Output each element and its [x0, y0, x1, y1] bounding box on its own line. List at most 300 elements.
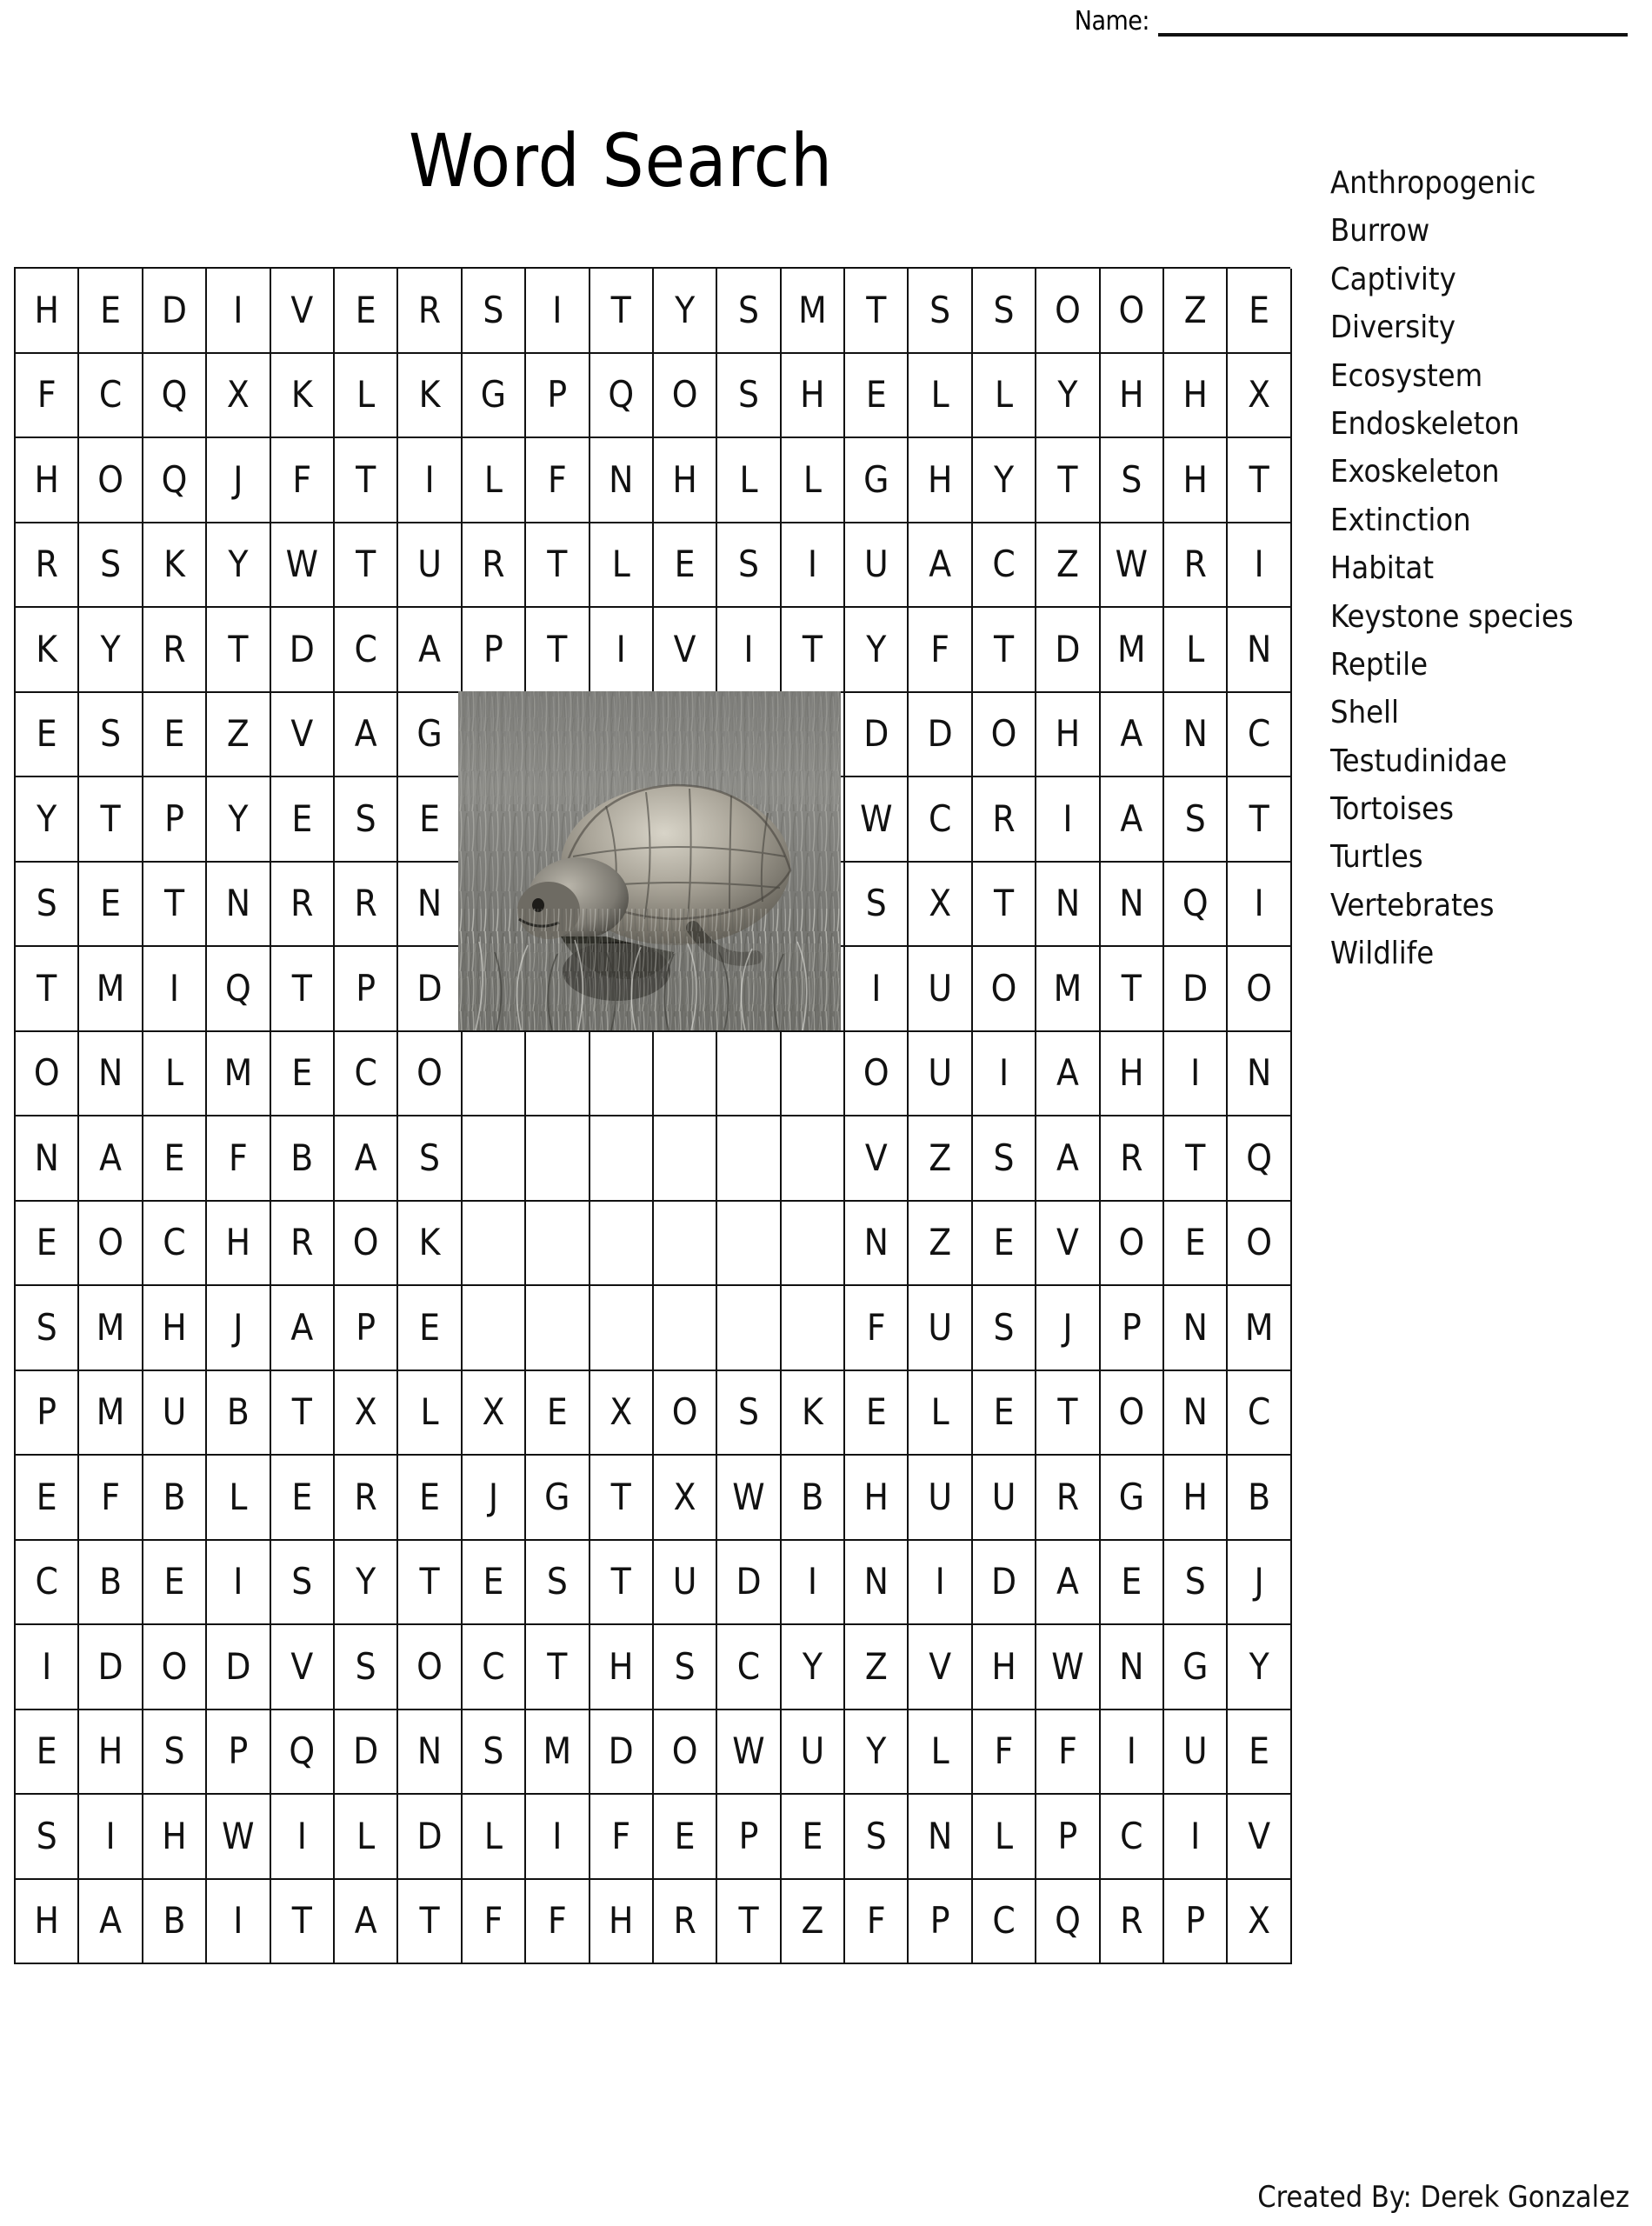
grid-cell[interactable]: Q [1228, 1116, 1291, 1202]
grid-cell[interactable]: I [590, 608, 654, 693]
grid-cell[interactable]: A [398, 608, 462, 693]
grid-cell[interactable]: H [1164, 438, 1228, 523]
grid-cell[interactable]: P [717, 1795, 781, 1880]
grid-cell[interactable]: V [845, 1116, 909, 1202]
grid-cell[interactable]: H [16, 1880, 79, 1965]
grid-cell[interactable]: A [1101, 693, 1164, 778]
grid-cell[interactable]: U [845, 523, 909, 609]
grid-cell[interactable]: S [717, 354, 781, 439]
grid-cell[interactable]: N [1036, 863, 1100, 948]
grid-cell[interactable]: Y [207, 777, 270, 863]
grid-cell[interactable]: C [973, 1880, 1036, 1965]
grid-cell[interactable] [654, 1286, 717, 1371]
grid-cell[interactable]: U [909, 947, 972, 1032]
grid-cell[interactable]: I [526, 269, 590, 354]
grid-cell[interactable]: E [16, 1202, 79, 1287]
grid-cell[interactable]: O [335, 1202, 398, 1287]
grid-cell[interactable]: T [973, 863, 1036, 948]
grid-cell[interactable]: D [973, 1541, 1036, 1626]
grid-cell[interactable]: S [526, 1541, 590, 1626]
grid-cell[interactable]: T [782, 608, 845, 693]
grid-cell[interactable]: P [143, 777, 207, 863]
grid-cell[interactable] [717, 1202, 781, 1287]
grid-cell[interactable]: D [271, 608, 335, 693]
grid-cell[interactable]: L [590, 523, 654, 609]
grid-cell[interactable]: I [16, 1625, 79, 1710]
grid-cell[interactable]: H [1101, 1032, 1164, 1117]
grid-cell[interactable]: C [463, 1625, 526, 1710]
grid-cell[interactable]: P [335, 1286, 398, 1371]
word-list-item[interactable]: Ecosystem [1330, 357, 1483, 394]
grid-cell[interactable]: Y [845, 608, 909, 693]
grid-cell[interactable]: T [335, 438, 398, 523]
grid-cell[interactable]: E [143, 1116, 207, 1202]
grid-cell[interactable]: F [909, 608, 972, 693]
grid-cell[interactable]: U [909, 1286, 972, 1371]
grid-cell[interactable]: I [207, 269, 270, 354]
grid-cell[interactable]: O [1036, 269, 1100, 354]
grid-cell[interactable]: L [335, 354, 398, 439]
grid-cell[interactable]: E [463, 1541, 526, 1626]
grid-cell[interactable]: L [207, 1456, 270, 1541]
grid-cell[interactable]: X [463, 1371, 526, 1456]
grid-cell[interactable]: T [1101, 947, 1164, 1032]
grid-cell[interactable] [590, 1286, 654, 1371]
grid-cell[interactable]: R [271, 863, 335, 948]
grid-cell[interactable]: B [207, 1371, 270, 1456]
grid-cell[interactable]: E [782, 1795, 845, 1880]
grid-cell[interactable]: R [16, 523, 79, 609]
grid-cell[interactable]: N [398, 863, 462, 948]
grid-cell[interactable] [717, 1116, 781, 1202]
grid-cell[interactable]: H [590, 1880, 654, 1965]
grid-cell[interactable]: I [143, 947, 207, 1032]
grid-cell[interactable]: E [973, 1202, 1036, 1287]
grid-cell[interactable]: Y [845, 1710, 909, 1796]
grid-cell[interactable]: O [1101, 1371, 1164, 1456]
grid-cell[interactable]: H [909, 438, 972, 523]
grid-cell[interactable]: H [79, 1710, 143, 1796]
grid-cell[interactable]: D [590, 1710, 654, 1796]
grid-cell[interactable]: A [1036, 1032, 1100, 1117]
grid-cell[interactable]: C [143, 1202, 207, 1287]
grid-cell[interactable]: V [1036, 1202, 1100, 1287]
grid-cell[interactable]: X [335, 1371, 398, 1456]
grid-cell[interactable] [717, 1032, 781, 1117]
grid-cell[interactable]: L [909, 354, 972, 439]
grid-cell[interactable]: I [1036, 777, 1100, 863]
grid-cell[interactable]: Q [271, 1710, 335, 1796]
grid-cell[interactable] [526, 1116, 590, 1202]
grid-cell[interactable]: Y [1036, 354, 1100, 439]
grid-cell[interactable] [463, 1032, 526, 1117]
grid-cell[interactable]: K [16, 608, 79, 693]
grid-cell[interactable] [654, 1032, 717, 1117]
grid-cell[interactable]: I [207, 1880, 270, 1965]
grid-cell[interactable]: W [717, 1710, 781, 1796]
word-list-item[interactable]: Diversity [1330, 310, 1456, 346]
grid-cell[interactable]: R [398, 269, 462, 354]
grid-cell[interactable]: D [717, 1541, 781, 1626]
grid-cell[interactable]: J [463, 1456, 526, 1541]
grid-cell[interactable]: E [398, 1286, 462, 1371]
grid-cell[interactable]: Z [909, 1116, 972, 1202]
grid-cell[interactable] [590, 1032, 654, 1117]
grid-cell[interactable]: L [973, 354, 1036, 439]
grid-cell[interactable]: I [79, 1795, 143, 1880]
grid-cell[interactable]: F [16, 354, 79, 439]
grid-cell[interactable]: J [1228, 1541, 1291, 1626]
grid-cell[interactable]: X [1228, 354, 1291, 439]
grid-cell[interactable]: R [1164, 523, 1228, 609]
grid-cell[interactable]: L [463, 438, 526, 523]
grid-cell[interactable]: S [335, 777, 398, 863]
grid-cell[interactable]: S [398, 1116, 462, 1202]
grid-cell[interactable]: U [782, 1710, 845, 1796]
word-list-item[interactable]: Tortoises [1330, 791, 1454, 828]
grid-cell[interactable]: M [79, 947, 143, 1032]
grid-cell[interactable]: O [79, 1202, 143, 1287]
grid-cell[interactable]: T [207, 608, 270, 693]
grid-cell[interactable]: R [143, 608, 207, 693]
grid-cell[interactable] [526, 1202, 590, 1287]
grid-cell[interactable]: W [845, 777, 909, 863]
grid-cell[interactable]: D [79, 1625, 143, 1710]
grid-cell[interactable]: B [271, 1116, 335, 1202]
grid-cell[interactable]: B [143, 1456, 207, 1541]
grid-cell[interactable]: S [1101, 438, 1164, 523]
grid-cell[interactable]: I [717, 608, 781, 693]
grid-cell[interactable]: S [16, 1286, 79, 1371]
grid-cell[interactable]: F [590, 1795, 654, 1880]
grid-cell[interactable]: V [271, 1625, 335, 1710]
grid-cell[interactable]: N [845, 1202, 909, 1287]
grid-cell[interactable] [526, 1286, 590, 1371]
grid-cell[interactable]: R [1101, 1880, 1164, 1965]
grid-cell[interactable]: E [845, 354, 909, 439]
grid-cell[interactable]: L [463, 1795, 526, 1880]
grid-cell[interactable]: A [1101, 777, 1164, 863]
grid-cell[interactable]: M [1036, 947, 1100, 1032]
grid-cell[interactable]: R [973, 777, 1036, 863]
grid-cell[interactable]: T [16, 947, 79, 1032]
grid-cell[interactable]: G [1164, 1625, 1228, 1710]
grid-cell[interactable]: M [782, 269, 845, 354]
grid-cell[interactable]: N [1164, 1371, 1228, 1456]
grid-cell[interactable]: T [845, 269, 909, 354]
grid-cell[interactable]: D [845, 693, 909, 778]
grid-cell[interactable]: Q [143, 354, 207, 439]
grid-cell[interactable]: B [1228, 1456, 1291, 1541]
grid-cell[interactable]: R [271, 1202, 335, 1287]
grid-cell[interactable]: I [909, 1541, 972, 1626]
grid-cell[interactable]: E [1228, 1710, 1291, 1796]
grid-cell[interactable]: F [463, 1880, 526, 1965]
grid-cell[interactable]: U [654, 1541, 717, 1626]
grid-cell[interactable]: U [1164, 1710, 1228, 1796]
grid-cell[interactable]: E [271, 1456, 335, 1541]
grid-cell[interactable]: H [654, 438, 717, 523]
grid-cell[interactable]: K [398, 1202, 462, 1287]
grid-cell[interactable]: P [463, 608, 526, 693]
grid-cell[interactable]: O [398, 1625, 462, 1710]
grid-cell[interactable]: Z [782, 1880, 845, 1965]
word-list-item[interactable]: Captivity [1330, 261, 1456, 297]
grid-cell[interactable]: I [1228, 863, 1291, 948]
grid-cell[interactable]: X [654, 1456, 717, 1541]
grid-cell[interactable]: I [782, 523, 845, 609]
grid-cell[interactable]: I [1101, 1710, 1164, 1796]
grid-cell[interactable]: S [335, 1625, 398, 1710]
grid-cell[interactable] [590, 1116, 654, 1202]
grid-cell[interactable]: P [526, 354, 590, 439]
grid-cell[interactable]: C [79, 354, 143, 439]
grid-cell[interactable]: Q [1036, 1880, 1100, 1965]
grid-cell[interactable]: N [1164, 1286, 1228, 1371]
grid-cell[interactable]: H [1164, 354, 1228, 439]
grid-cell[interactable]: T [717, 1880, 781, 1965]
word-list-item[interactable]: Burrow [1330, 213, 1430, 250]
grid-cell[interactable]: I [1164, 1795, 1228, 1880]
grid-cell[interactable]: L [398, 1371, 462, 1456]
grid-cell[interactable]: D [335, 1710, 398, 1796]
grid-cell[interactable]: A [1036, 1541, 1100, 1626]
grid-cell[interactable]: I [398, 438, 462, 523]
grid-cell[interactable]: P [16, 1371, 79, 1456]
grid-cell[interactable]: T [973, 608, 1036, 693]
grid-cell[interactable]: K [271, 354, 335, 439]
grid-cell[interactable]: N [1228, 608, 1291, 693]
grid-cell[interactable]: L [717, 438, 781, 523]
grid-cell[interactable]: U [909, 1032, 972, 1117]
grid-cell[interactable]: A [79, 1116, 143, 1202]
grid-cell[interactable]: J [207, 1286, 270, 1371]
grid-cell[interactable]: Y [654, 269, 717, 354]
grid-cell[interactable]: T [398, 1541, 462, 1626]
grid-cell[interactable]: I [973, 1032, 1036, 1117]
grid-cell[interactable]: H [1036, 693, 1100, 778]
grid-cell[interactable]: N [16, 1116, 79, 1202]
grid-cell[interactable] [463, 1286, 526, 1371]
grid-cell[interactable]: N [398, 1710, 462, 1796]
grid-cell[interactable]: O [654, 354, 717, 439]
grid-cell[interactable]: T [1228, 438, 1291, 523]
grid-cell[interactable]: W [717, 1456, 781, 1541]
grid-cell[interactable]: G [398, 693, 462, 778]
grid-cell[interactable] [463, 1116, 526, 1202]
grid-cell[interactable]: R [335, 863, 398, 948]
grid-cell[interactable]: H [590, 1625, 654, 1710]
grid-cell[interactable]: I [207, 1541, 270, 1626]
grid-cell[interactable]: S [909, 269, 972, 354]
grid-cell[interactable]: E [845, 1371, 909, 1456]
grid-cell[interactable]: T [526, 1625, 590, 1710]
grid-cell[interactable]: N [1101, 863, 1164, 948]
grid-cell[interactable]: G [845, 438, 909, 523]
grid-cell[interactable]: E [16, 1456, 79, 1541]
grid-cell[interactable]: M [207, 1032, 270, 1117]
grid-cell[interactable]: R [1036, 1456, 1100, 1541]
word-list-item[interactable]: Vertebrates [1330, 887, 1495, 923]
grid-cell[interactable]: Y [1228, 1625, 1291, 1710]
grid-cell[interactable]: V [654, 608, 717, 693]
grid-cell[interactable]: T [1036, 1371, 1100, 1456]
grid-cell[interactable]: G [1101, 1456, 1164, 1541]
grid-cell[interactable]: I [271, 1795, 335, 1880]
grid-cell[interactable]: E [1228, 269, 1291, 354]
grid-cell[interactable]: X [909, 863, 972, 948]
grid-cell[interactable] [654, 1116, 717, 1202]
grid-cell[interactable]: L [335, 1795, 398, 1880]
grid-cell[interactable]: A [1036, 1116, 1100, 1202]
grid-cell[interactable]: A [335, 693, 398, 778]
grid-cell[interactable]: M [79, 1371, 143, 1456]
grid-cell[interactable]: O [1101, 269, 1164, 354]
grid-cell[interactable]: I [845, 947, 909, 1032]
grid-cell[interactable]: C [335, 1032, 398, 1117]
grid-cell[interactable]: T [271, 1880, 335, 1965]
grid-cell[interactable]: H [973, 1625, 1036, 1710]
grid-cell[interactable]: S [1164, 777, 1228, 863]
grid-cell[interactable] [782, 1116, 845, 1202]
grid-cell[interactable]: P [207, 1710, 270, 1796]
grid-cell[interactable]: C [1101, 1795, 1164, 1880]
grid-cell[interactable]: D [143, 269, 207, 354]
word-list-item[interactable]: Endoskeleton [1330, 405, 1520, 442]
grid-cell[interactable]: A [909, 523, 972, 609]
grid-cell[interactable] [782, 1032, 845, 1117]
grid-cell[interactable]: Z [845, 1625, 909, 1710]
word-list-item[interactable]: Turtles [1330, 839, 1423, 876]
grid-cell[interactable]: T [398, 1880, 462, 1965]
word-list-item[interactable]: Anthropogenic [1330, 165, 1536, 201]
grid-cell[interactable]: Y [335, 1541, 398, 1626]
grid-cell[interactable] [463, 1202, 526, 1287]
grid-cell[interactable]: O [654, 1710, 717, 1796]
word-list-item[interactable]: Exoskeleton [1330, 454, 1500, 490]
grid-cell[interactable]: B [143, 1880, 207, 1965]
grid-cell[interactable]: S [463, 269, 526, 354]
grid-cell[interactable]: Q [207, 947, 270, 1032]
grid-cell[interactable]: F [526, 1880, 590, 1965]
grid-cell[interactable]: P [335, 947, 398, 1032]
grid-cell[interactable]: L [909, 1371, 972, 1456]
grid-cell[interactable]: Q [143, 438, 207, 523]
grid-cell[interactable]: O [654, 1371, 717, 1456]
grid-cell[interactable]: N [1101, 1625, 1164, 1710]
grid-cell[interactable]: H [207, 1202, 270, 1287]
grid-cell[interactable]: U [909, 1456, 972, 1541]
grid-cell[interactable]: X [207, 354, 270, 439]
grid-cell[interactable]: W [207, 1795, 270, 1880]
grid-cell[interactable]: F [845, 1286, 909, 1371]
grid-cell[interactable]: E [143, 693, 207, 778]
grid-cell[interactable]: F [973, 1710, 1036, 1796]
word-list-item[interactable]: Reptile [1330, 646, 1429, 683]
grid-cell[interactable]: M [526, 1710, 590, 1796]
grid-cell[interactable]: K [398, 354, 462, 439]
grid-cell[interactable]: Y [782, 1625, 845, 1710]
grid-cell[interactable]: S [717, 269, 781, 354]
grid-cell[interactable]: T [1164, 1116, 1228, 1202]
grid-cell[interactable]: T [526, 608, 590, 693]
grid-cell[interactable]: E [79, 269, 143, 354]
grid-cell[interactable]: P [1101, 1286, 1164, 1371]
grid-cell[interactable]: F [845, 1880, 909, 1965]
grid-cell[interactable]: O [16, 1032, 79, 1117]
grid-cell[interactable]: C [973, 523, 1036, 609]
grid-cell[interactable]: Y [79, 608, 143, 693]
grid-cell[interactable]: O [143, 1625, 207, 1710]
grid-cell[interactable]: R [463, 523, 526, 609]
grid-cell[interactable]: Q [1164, 863, 1228, 948]
grid-cell[interactable]: Y [16, 777, 79, 863]
grid-cell[interactable]: X [590, 1371, 654, 1456]
grid-cell[interactable]: T [590, 269, 654, 354]
grid-cell[interactable]: W [1101, 523, 1164, 609]
grid-cell[interactable]: T [1036, 438, 1100, 523]
grid-cell[interactable]: U [398, 523, 462, 609]
grid-cell[interactable]: T [143, 863, 207, 948]
grid-cell[interactable]: H [1164, 1456, 1228, 1541]
grid-cell[interactable]: S [973, 1286, 1036, 1371]
grid-cell[interactable]: S [654, 1625, 717, 1710]
grid-cell[interactable]: E [271, 1032, 335, 1117]
grid-cell[interactable]: E [79, 863, 143, 948]
grid-cell[interactable]: I [526, 1795, 590, 1880]
word-list-item[interactable]: Keystone species [1330, 598, 1574, 635]
grid-cell[interactable]: S [463, 1710, 526, 1796]
grid-cell[interactable]: Z [207, 693, 270, 778]
grid-cell[interactable]: Z [1164, 269, 1228, 354]
grid-cell[interactable]: R [1101, 1116, 1164, 1202]
grid-cell[interactable]: T [271, 1371, 335, 1456]
grid-cell[interactable]: O [973, 947, 1036, 1032]
grid-cell[interactable]: R [335, 1456, 398, 1541]
grid-cell[interactable]: D [398, 947, 462, 1032]
grid-cell[interactable]: V [1228, 1795, 1291, 1880]
grid-cell[interactable]: M [1101, 608, 1164, 693]
grid-cell[interactable]: I [782, 1541, 845, 1626]
grid-cell[interactable]: L [1164, 608, 1228, 693]
grid-cell[interactable]: H [845, 1456, 909, 1541]
grid-cell[interactable]: T [1228, 777, 1291, 863]
grid-cell[interactable]: G [526, 1456, 590, 1541]
grid-cell[interactable]: L [143, 1032, 207, 1117]
grid-cell[interactable]: T [335, 523, 398, 609]
grid-cell[interactable]: H [16, 438, 79, 523]
grid-cell[interactable]: Z [1036, 523, 1100, 609]
grid-cell[interactable]: D [1036, 608, 1100, 693]
grid-cell[interactable]: D [207, 1625, 270, 1710]
grid-cell[interactable]: E [16, 1710, 79, 1796]
grid-cell[interactable]: E [398, 777, 462, 863]
grid-cell[interactable]: C [1228, 693, 1291, 778]
grid-cell[interactable]: F [271, 438, 335, 523]
word-list-item[interactable]: Habitat [1330, 550, 1435, 587]
grid-cell[interactable]: F [79, 1456, 143, 1541]
grid-cell[interactable]: N [1164, 693, 1228, 778]
grid-cell[interactable]: J [207, 438, 270, 523]
grid-cell[interactable]: K [143, 523, 207, 609]
grid-cell[interactable]: V [271, 269, 335, 354]
grid-cell[interactable]: D [398, 1795, 462, 1880]
grid-cell[interactable]: M [79, 1286, 143, 1371]
grid-cell[interactable]: E [16, 693, 79, 778]
grid-cell[interactable]: S [143, 1710, 207, 1796]
word-list-item[interactable]: Shell [1330, 695, 1400, 731]
grid-cell[interactable]: O [1228, 1202, 1291, 1287]
